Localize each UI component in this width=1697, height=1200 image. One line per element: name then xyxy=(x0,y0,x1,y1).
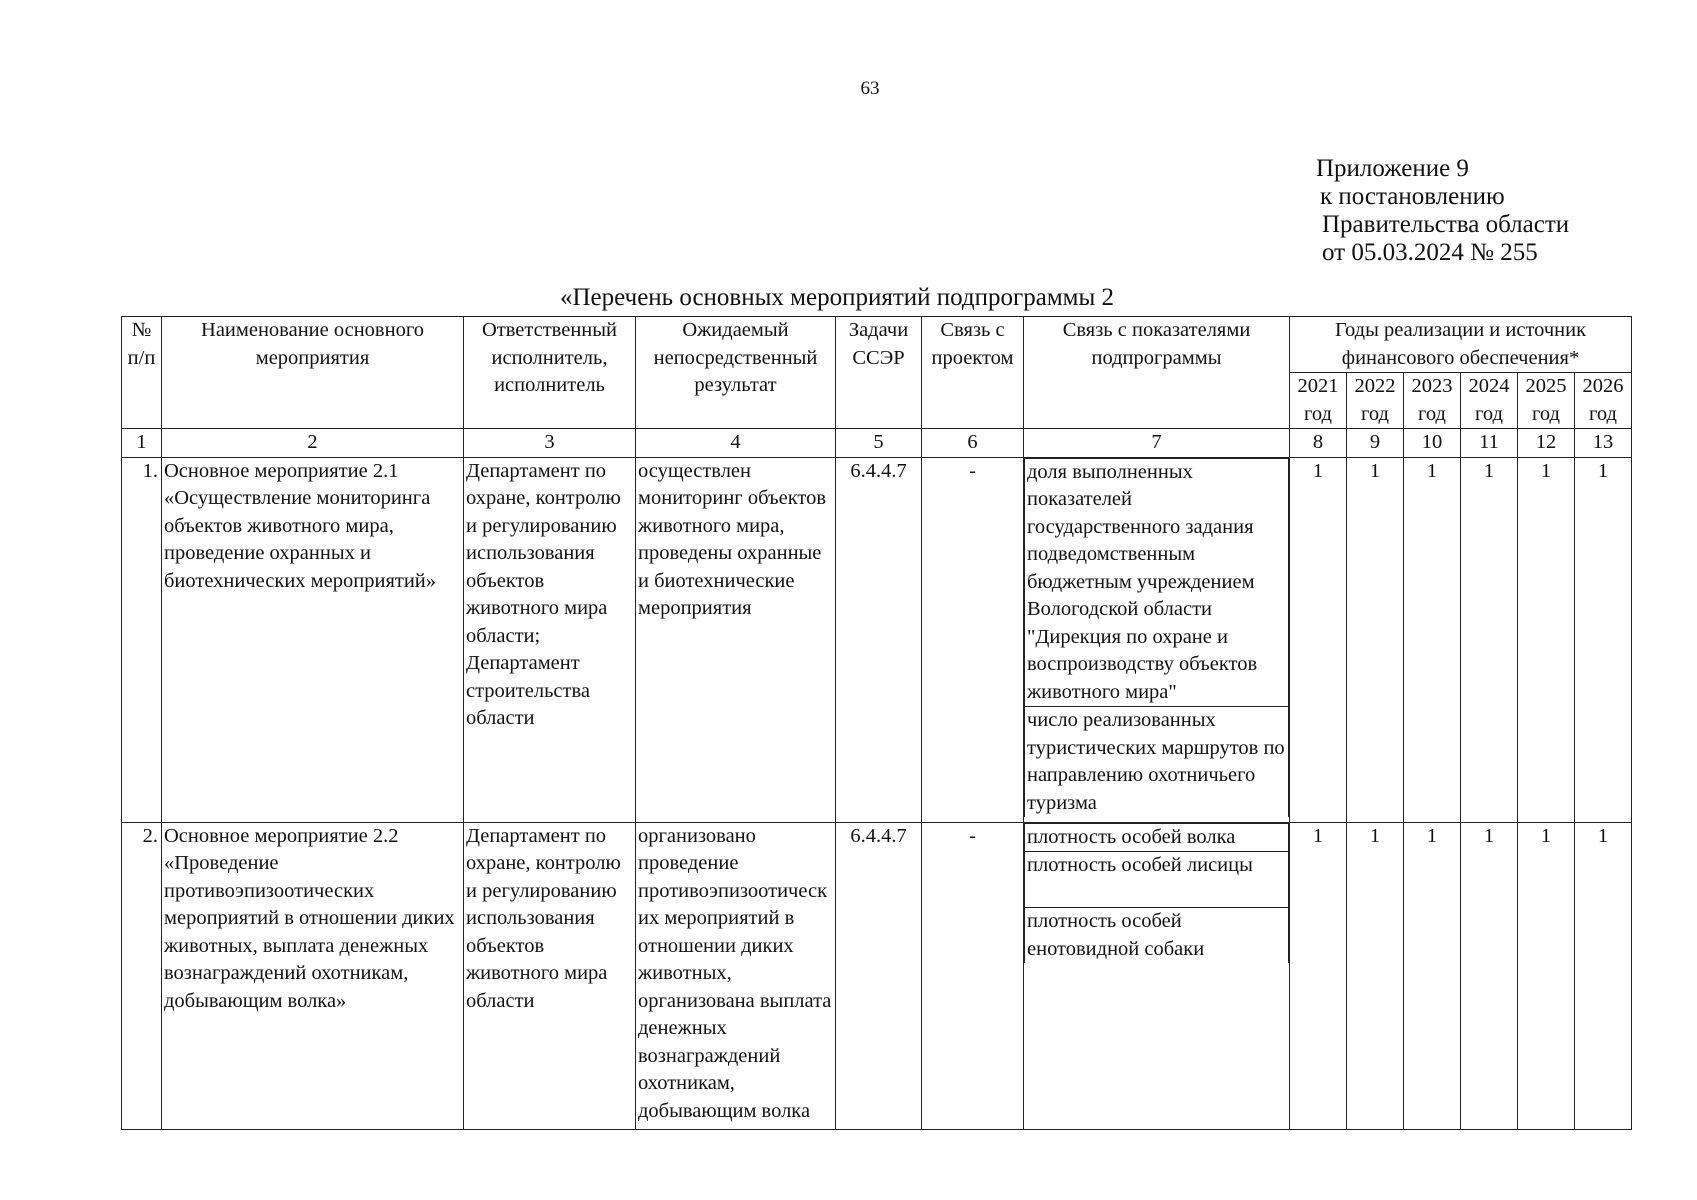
column-number: 6 xyxy=(922,429,1024,458)
measure-indicators xyxy=(1024,822,1290,1129)
table-row xyxy=(122,822,1632,1129)
column-number: 3 xyxy=(464,429,636,458)
document-title: «Перечень основных мероприятий подпрограммы 2 xyxy=(560,284,1115,311)
column-number: 10 xyxy=(1404,429,1461,458)
header-year: 2024 год xyxy=(1461,373,1518,429)
indicator-item: плотность особей волка xyxy=(1025,823,1289,852)
column-number: 12 xyxy=(1518,429,1575,458)
column-number: 9 xyxy=(1347,429,1404,458)
row-number: 2. xyxy=(122,822,162,1129)
column-number: 11 xyxy=(1461,429,1518,458)
column-number: 2 xyxy=(162,429,464,458)
measure-name: Основное мероприятие 2.2 «Проведение противоэпизоотических мероприятий в отношении диких животных, выплата денежных вознаграждений охотникам, добывающим волка» xyxy=(162,822,464,1129)
measure-project: - xyxy=(922,822,1024,1129)
measure-task: 6.4.4.7 xyxy=(836,457,922,822)
year-value: 1 xyxy=(1575,822,1632,1129)
year-value: 1 xyxy=(1404,457,1461,822)
header-result: Ожидаемый непосредственный результат xyxy=(636,317,836,429)
year-value: 1 xyxy=(1290,822,1347,1129)
table-row xyxy=(122,457,1632,822)
column-number: 5 xyxy=(836,429,922,458)
header-tasks: Задачи ССЭР xyxy=(836,317,922,429)
measure-executor: Департамент по охране, контролю и регулированию использования объектов животного мира области xyxy=(464,822,636,1129)
row-number: 1. xyxy=(122,457,162,822)
year-value: 1 xyxy=(1290,457,1347,822)
column-number: 7 xyxy=(1024,429,1290,458)
indicator-item: доля выполненных показателей государственного задания подведомственным бюджетным учреждением Вологодской области "Дирекция по охране и воспроизводству объектов животного мира" xyxy=(1025,458,1289,707)
year-value: 1 xyxy=(1518,457,1575,822)
measure-name: Основное мероприятие 2.1 «Осуществление мониторинга объектов животного мира, проведение охранных и биотехнических мероприятий» xyxy=(162,457,464,822)
header-year: 2025 год xyxy=(1518,373,1575,429)
header-indicators: Связь с показателями подпрограммы xyxy=(1024,317,1290,429)
measures-table xyxy=(121,316,1632,1130)
appendix-block xyxy=(1316,155,1569,267)
header-executor: Ответственный исполнитель, исполнитель xyxy=(464,317,636,429)
header-year: 2026 год xyxy=(1575,373,1632,429)
indicator-item: число реализованных туристических маршрутов по направлению охотничьего туризма xyxy=(1025,707,1289,818)
indicator-item: плотность особей енотовидной собаки xyxy=(1025,908,1289,964)
measure-result: организовано проведение противоэпизоотических мероприятий в отношении диких животных, организована выплата денежных вознаграждений охотникам, добывающим волка xyxy=(636,822,836,1129)
year-value: 1 xyxy=(1461,457,1518,822)
header-num: № п/п xyxy=(122,317,162,429)
year-value: 1 xyxy=(1518,822,1575,1129)
header-year: 2021 год xyxy=(1290,373,1347,429)
column-number: 1 xyxy=(122,429,162,458)
measure-result: осуществлен мониторинг объектов животного мира, проведены охранные и биотехнические мероприятия xyxy=(636,457,836,822)
year-value: 1 xyxy=(1347,457,1404,822)
year-value: 1 xyxy=(1461,822,1518,1129)
header-year: 2023 год xyxy=(1404,373,1461,429)
measure-task: 6.4.4.7 xyxy=(836,822,922,1129)
page-number: 63 xyxy=(860,78,880,99)
measure-executor: Департамент по охране, контролю и регулированию использования объектов животного мира области; Департамент строительства области xyxy=(464,457,636,822)
header-project: Связь с проектом xyxy=(922,317,1024,429)
year-value: 1 xyxy=(1347,822,1404,1129)
measure-indicators xyxy=(1024,457,1290,822)
measure-project: - xyxy=(922,457,1024,822)
column-number: 8 xyxy=(1290,429,1347,458)
appendix-line-4: от 05.03.2024 № 255 xyxy=(1322,239,1538,266)
header-years-group: Годы реализации и источник финансового обеспечения* xyxy=(1290,317,1632,373)
column-number: 13 xyxy=(1575,429,1632,458)
year-value: 1 xyxy=(1575,457,1632,822)
appendix-line-2: к постановлению xyxy=(1320,183,1505,210)
header-name: Наименование основного мероприятия xyxy=(162,317,464,429)
appendix-line-3: Правительства области xyxy=(1322,211,1570,238)
header-year: 2022 год xyxy=(1347,373,1404,429)
column-number: 4 xyxy=(636,429,836,458)
appendix-line-1: Приложение 9 xyxy=(1316,155,1469,182)
year-value: 1 xyxy=(1404,822,1461,1129)
indicator-item: плотность особей лисицы xyxy=(1025,852,1289,908)
